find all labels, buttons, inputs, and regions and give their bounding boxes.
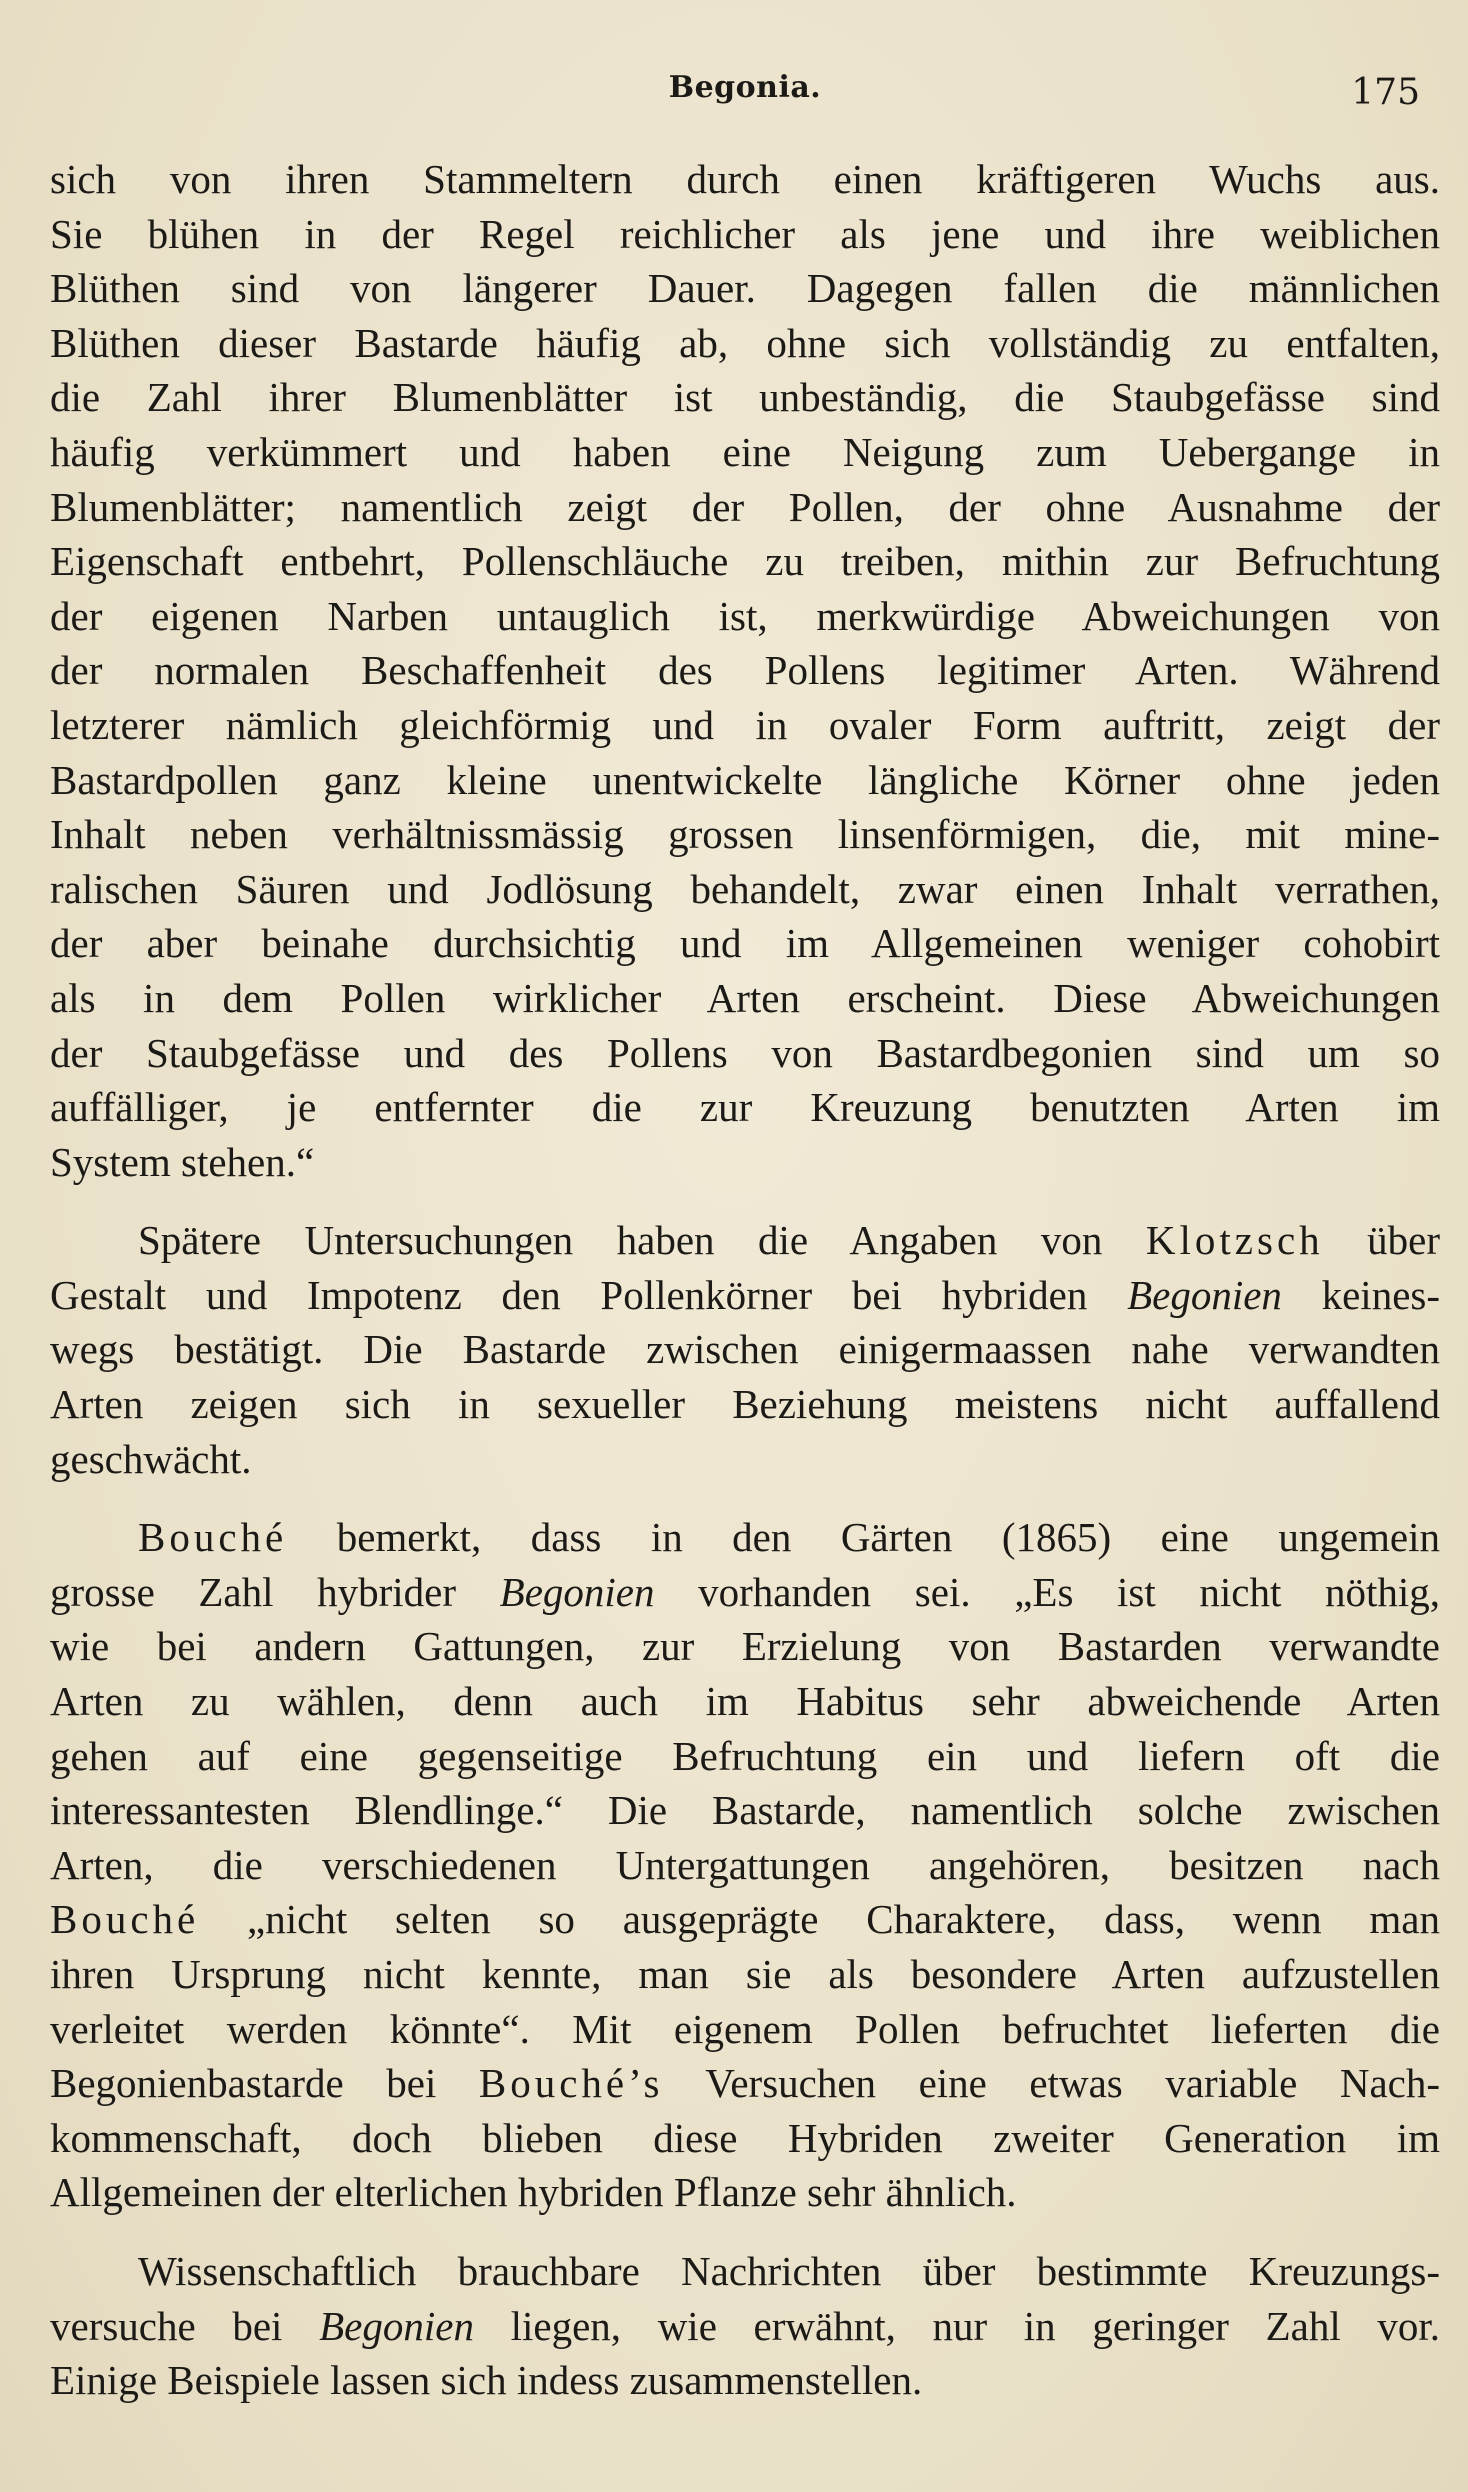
author-name-bouche: Bouché xyxy=(50,1896,200,1943)
text-line: Blumenblätter; namentlich zeigt der Pollen, der ohne Ausnahme der xyxy=(50,483,1440,530)
text-line: der aber beinahe durchsichtig und im Allgemeinen weniger cohobirt xyxy=(50,920,1440,967)
text-fragment: „nicht selten so ausgeprägte Charaktere, dass, wenn man xyxy=(247,1896,1440,1943)
text-line: der eigenen Narben untauglich ist, merkwürdige Abweichungen von xyxy=(50,592,1440,639)
text-line: Eigenschaft entbehrt, Pollenschläuche zu treiben, mithin zur Befruchtung xyxy=(50,538,1440,585)
text-line: Arten zu wählen, denn auch im Habitus sehr abweichende Arten xyxy=(50,1678,1440,1725)
running-title: Begonia. xyxy=(668,70,822,105)
text-line xyxy=(50,1892,1440,1947)
text-line xyxy=(50,1565,1440,1620)
text-fragment: Spätere Untersuchungen haben die Angaben von xyxy=(138,1217,1103,1264)
text-line: häufig verkümmert und haben eine Neigung zum Uebergange in xyxy=(50,428,1440,475)
text-fragment: versuche bei xyxy=(50,2302,283,2349)
text-line: verleitet werden könnte“. Mit eigenem Pollen befruchtet lieferten die xyxy=(50,2005,1440,2052)
text-line: wegs bestätigt. Die Bastarde zwischen einigermaassen nahe verwandten xyxy=(50,1326,1440,1373)
text-line xyxy=(50,2299,1440,2354)
text-line: der normalen Beschaffenheit des Pollens legitimer Arten. Während xyxy=(50,647,1440,694)
text-fragment: bemerkt, dass in den Gärten (1865) eine ungemein xyxy=(336,1514,1441,1561)
genus-name-italic: Begonien xyxy=(1127,1271,1282,1318)
text-line xyxy=(50,1510,1440,1565)
paragraph-1 xyxy=(50,152,1440,1189)
text-line: Blüthen dieser Bastarde häufig ab, ohne sich vollständig zu entfalten, xyxy=(50,319,1440,366)
text-line: Wissenschaftlich brauchbare Nachrichten über bestimmte Kreuzungs- xyxy=(138,2247,1440,2294)
text-fragment: liegen, wie erwähnt, nur in geringer Zahl vor. xyxy=(510,2302,1441,2349)
text-line xyxy=(50,1268,1440,1323)
paragraph-gap xyxy=(50,1486,1440,1510)
text-line: der Staubgefässe und des Pollens von Bastardbegonien sind um so xyxy=(50,1029,1440,1076)
text-line: Inhalt neben verhältnissmässig grossen linsenförmigen, die, mit mine- xyxy=(50,811,1440,858)
text-line: als in dem Pollen wirklicher Arten erscheint. Diese Abweichungen xyxy=(50,974,1440,1021)
text-line: ralischen Säuren und Jodlösung behandelt, zwar einen Inhalt verrathen, xyxy=(50,865,1440,912)
author-name-klotzsch: Klotzsch xyxy=(1145,1217,1324,1264)
paragraph-4 xyxy=(50,2244,1440,2408)
text-line: Arten zeigen sich in sexueller Beziehung meistens nicht auffallend xyxy=(50,1381,1440,1428)
text-fragment: Gestalt und Impotenz den Pollenkörner bei hybriden xyxy=(50,1271,1088,1318)
genus-name-italic: Begonien xyxy=(319,2302,474,2349)
text-line: Bastardpollen ganz kleine unentwickelte längliche Körner ohne jeden xyxy=(50,756,1440,803)
text-line: Einige Beispiele lassen sich indess zusammenstellen. xyxy=(50,2357,923,2404)
text-line: letzterer nämlich gleichförmig und in ovaler Form auftritt, zeigt der xyxy=(50,701,1440,748)
text-fragment: über xyxy=(1367,1217,1441,1264)
text-line: ihren Ursprung nicht kennte, man sie als besondere Arten aufzustellen xyxy=(50,1951,1440,1997)
paragraph-2 xyxy=(50,1213,1440,1486)
text-line: Allgemeinen der elterlichen hybriden Pflanze sehr ähnlich. xyxy=(50,2169,1017,2216)
text-line: gehen auf eine gegenseitige Befruchtung ein und liefern oft die xyxy=(50,1732,1440,1779)
text-fragment: Begonienbastarde bei xyxy=(50,2060,437,2107)
text-line: kommenschaft, doch blieben diese Hybriden zweiter Generation im xyxy=(50,2114,1440,2161)
text-line: sich von ihren Stammeltern durch einen kräftigeren Wuchs aus. xyxy=(50,156,1440,202)
text-fragment: keines- xyxy=(1321,1271,1441,1318)
text-line: die Zahl ihrer Blumenblätter ist unbeständig, die Staubgefässe sind xyxy=(50,374,1440,421)
text-line xyxy=(50,2056,1440,2111)
text-line: auffälliger, je entfernter die zur Kreuzung benutzten Arten im xyxy=(50,1084,1440,1131)
paragraph-3 xyxy=(50,1510,1440,2220)
text-fragment: grosse Zahl hybrider xyxy=(50,1568,457,1615)
page-number: 175 xyxy=(1351,72,1420,113)
text-line xyxy=(50,1213,1440,1268)
text-line: wie bei andern Gattungen, zur Erzielung von Bastarden verwandte xyxy=(50,1623,1440,1670)
book-page xyxy=(50,0,1440,2492)
author-name-bouche: Bouché xyxy=(138,1514,288,1561)
text-line: System stehen.“ xyxy=(50,1138,315,1185)
paragraph-gap xyxy=(50,1189,1440,1213)
text-fragment: vorhanden sei. „Es ist nicht nöthig, xyxy=(698,1568,1441,1615)
body-text xyxy=(50,152,1440,2408)
text-line: interessantesten Blendlinge.“ Die Bastarde, namentlich solche zwischen xyxy=(50,1787,1440,1834)
running-head xyxy=(50,70,1440,120)
text-line: Arten, die verschiedenen Untergattungen angehören, besitzen nach xyxy=(50,1841,1440,1888)
genus-name-italic: Begonien xyxy=(499,1568,655,1615)
author-name-bouche: Bouché’s xyxy=(478,2060,664,2107)
text-line: Blüthen sind von längerer Dauer. Dagegen fallen die männlichen xyxy=(50,265,1440,312)
text-line: geschwächt. xyxy=(50,1435,252,1482)
text-fragment: Versuchen eine etwas variable Nach- xyxy=(705,2060,1440,2107)
paragraph-gap xyxy=(50,2220,1440,2244)
text-line: Sie blühen in der Regel reichlicher als jene und ihre weiblichen xyxy=(50,210,1440,257)
